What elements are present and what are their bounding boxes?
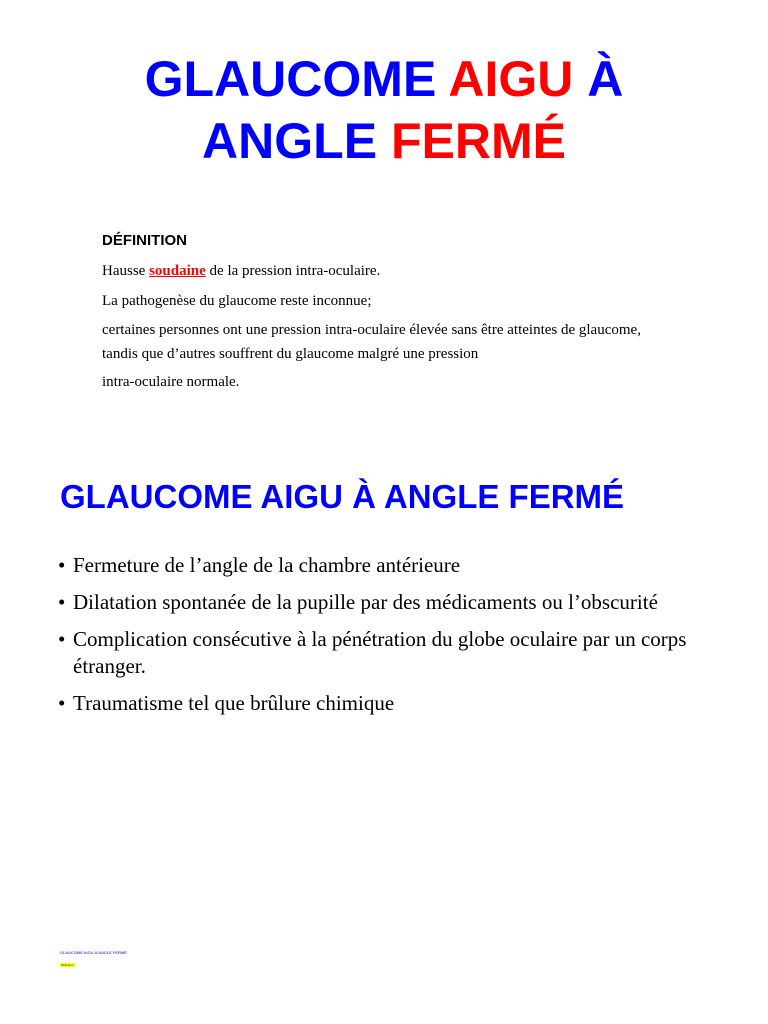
definition-paragraph-1 <box>102 259 662 283</box>
list-item <box>58 589 728 616</box>
list-item <box>58 552 728 579</box>
footer-title: GLAUCOME AIGU À ANGLE FERMÉ <box>60 950 127 955</box>
title-word-aigu: AIGU <box>448 51 574 107</box>
definition-text-before: Hausse <box>102 263 150 279</box>
definition-paragraph-3: certaines personnes ont une pression intra-oculaire élevée sans être atteintes de glaucome, tandis que d’autres souffrent du glaucome malgré une pression <box>102 322 641 362</box>
title-word-angle: ANGLE <box>202 113 378 169</box>
bullet-list <box>58 552 728 727</box>
bullet-icon: • <box>58 553 66 577</box>
title-word-ferme: FERMÉ <box>390 113 566 169</box>
list-item <box>58 690 728 717</box>
bullet-icon: • <box>58 691 66 715</box>
highlight-word-soudaine: soudaine <box>149 263 206 279</box>
page-title <box>0 48 768 172</box>
bullet-text: Dilatation spontanée de la pupille par des médicaments ou l’obscurité <box>73 590 658 614</box>
bullet-text: Traumatisme tel que brûlure chimique <box>73 691 395 715</box>
bullet-icon: • <box>58 627 66 651</box>
title-word-a: À <box>587 51 624 107</box>
bullet-text: Complication consécutive à la pénétration du globe oculaire par un corps étranger. <box>73 627 687 678</box>
definition-text-after: de la pression intra-oculaire. <box>205 263 381 279</box>
section-title: GLAUCOME AIGU À ANGLE FERMÉ <box>60 478 625 515</box>
definition-heading: DÉFINITION <box>102 232 187 249</box>
definition-paragraph-4: intra-oculaire normale. <box>102 374 240 390</box>
definition-paragraph-2: La pathogenèse du glaucome reste inconnue; <box>102 293 372 309</box>
bullet-text: Fermeture de l’angle de la chambre antérieure <box>73 553 461 577</box>
title-word-glaucome: GLAUCOME <box>144 51 437 107</box>
footer-subtitle: Définition <box>61 963 74 967</box>
list-item <box>58 626 728 680</box>
bullet-icon: • <box>58 590 66 614</box>
